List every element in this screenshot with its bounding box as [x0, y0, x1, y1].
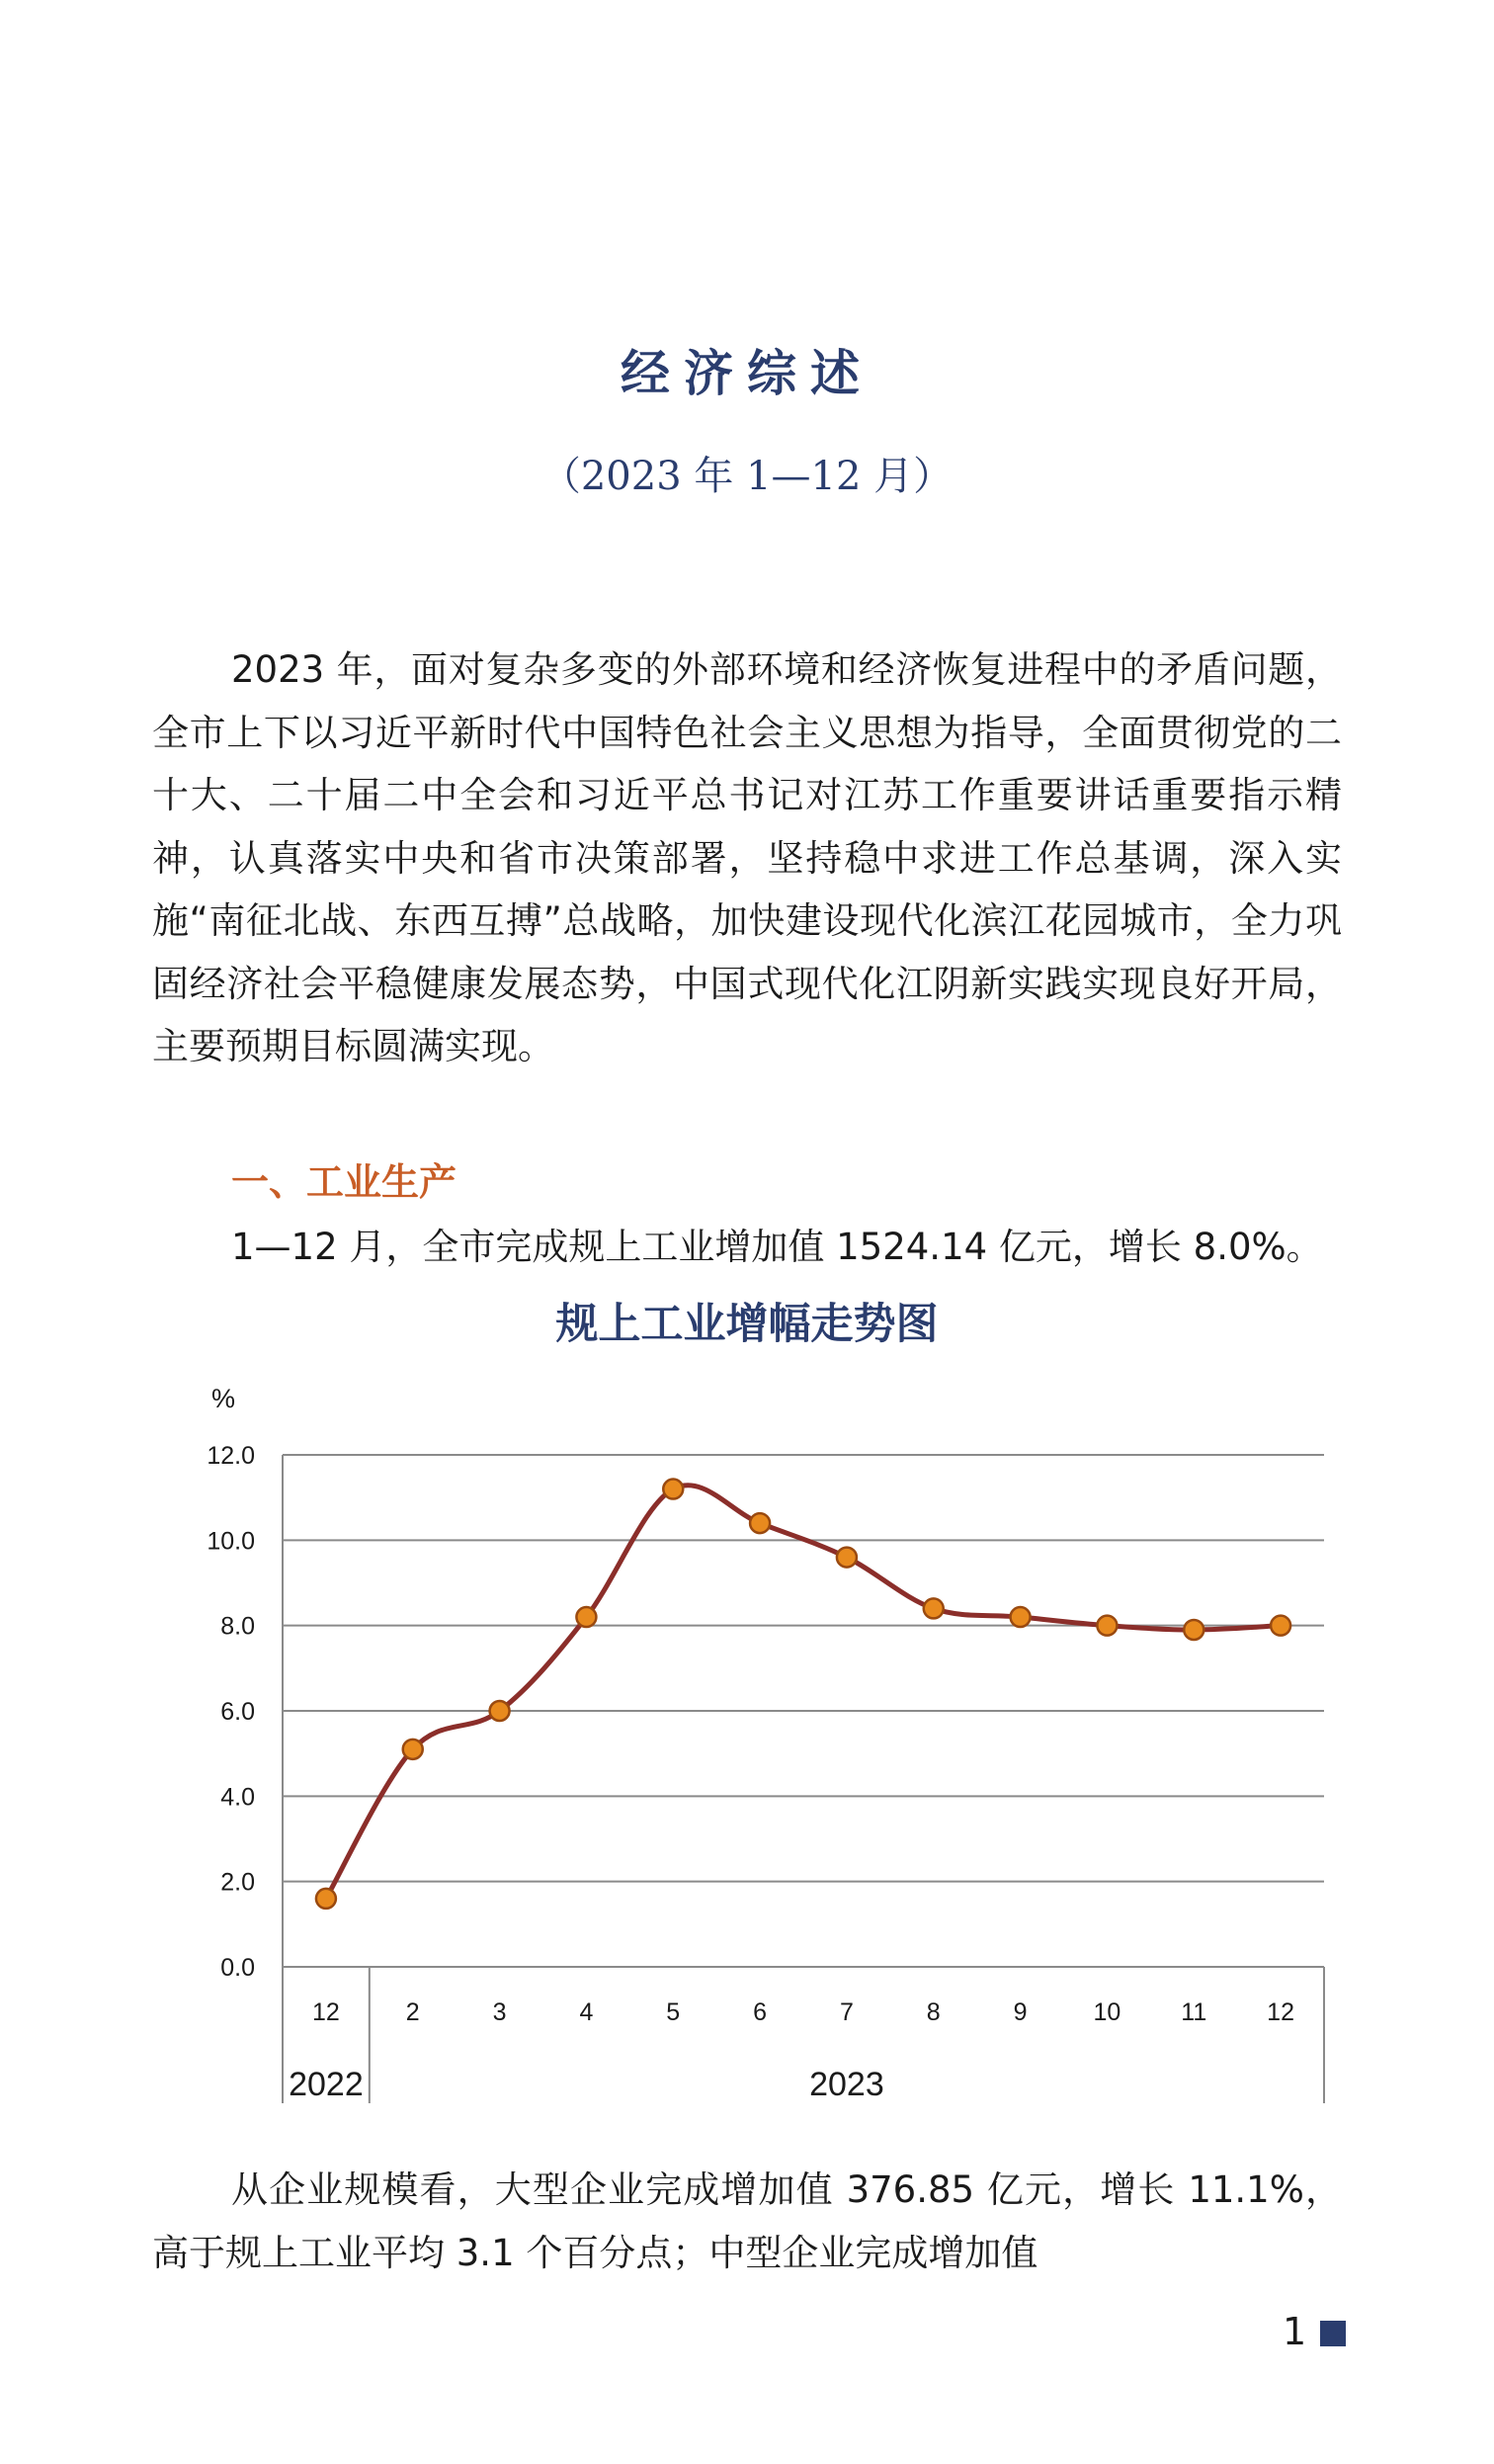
- y-tick-label: 4.0: [220, 1783, 255, 1812]
- data-point: [576, 1607, 596, 1627]
- y-axis-unit-label: %: [210, 1384, 236, 1413]
- enterprise-scale-paragraph: 从企业规模看，大型企业完成增加值 376.85 亿元，增长 11.1%，高于规上工业平均 3.1 个百分点；中型企业完成增加值: [152, 2168, 1342, 2274]
- x-tick-label: 12: [312, 1998, 340, 2026]
- intro-paragraph: 2023 年，面对复杂多变的外部环境和经济恢复进程中的矛盾问题，全市上下以习近平新时代中国特色社会主义思想为指导，全面贯彻党的二十大、二十届二中全会和习近平总书记对江苏工作重要讲话重要指示精神，认真落实中央和省市决策部署，坚持稳中求进工作总基调，深入实施“南征北战、东西互搏”总战略，加快建设现代化滨江花园城市，全力巩固经济社会平稳健康发展态势，中国式现代化江阴新实践实现良好开局，主要预期目标圆满实现。: [152, 648, 1342, 1067]
- data-point: [663, 1480, 683, 1499]
- data-point: [403, 1740, 423, 1759]
- x-tick-label: 6: [753, 1998, 768, 2026]
- x-tick-label: 7: [839, 1998, 854, 2026]
- data-point: [1184, 1620, 1204, 1640]
- data-point: [837, 1548, 857, 1568]
- y-tick-label: 6.0: [220, 1698, 255, 1726]
- page-subtitle: （2023 年 1—12 月）: [540, 454, 954, 499]
- y-tick-label: 12.0: [207, 1442, 255, 1470]
- y-tick-label: 10.0: [207, 1527, 255, 1556]
- data-point: [924, 1598, 944, 1618]
- data-point: [1271, 1616, 1290, 1636]
- x-tick-label: 4: [579, 1998, 594, 2026]
- y-tick-label: 0.0: [220, 1954, 255, 1982]
- data-point: [490, 1701, 510, 1721]
- page-marker-square-icon: [1320, 2321, 1346, 2346]
- section-heading-industry: 一、工业生产: [231, 1160, 457, 1204]
- series-line: [326, 1486, 1281, 1899]
- year-group-label: 2023: [809, 2066, 884, 2103]
- industry-summary-paragraph: 1—12 月，全市完成规上工业增加值 1524.14 亿元，增长 8.0%。: [231, 1226, 1323, 1268]
- year-group-label: 2022: [289, 2066, 364, 2103]
- x-tick-label: 8: [926, 1998, 941, 2026]
- chart-title: 规上工业增幅走势图: [555, 1300, 939, 1349]
- page-title: 经济综述: [621, 345, 873, 402]
- x-tick-label: 3: [492, 1998, 507, 2026]
- data-point: [750, 1513, 770, 1533]
- data-point: [316, 1889, 336, 1909]
- y-tick-label: 8.0: [220, 1612, 255, 1641]
- page-number: 1: [1283, 2310, 1307, 2353]
- x-tick-label: 12: [1267, 1998, 1294, 2026]
- x-tick-label: 2: [405, 1998, 420, 2026]
- x-tick-label: 11: [1181, 1998, 1207, 2026]
- y-tick-label: 2.0: [220, 1868, 255, 1897]
- data-point: [1097, 1616, 1117, 1636]
- data-point: [1011, 1607, 1031, 1627]
- x-tick-label: 10: [1093, 1998, 1121, 2026]
- x-tick-label: 9: [1013, 1998, 1028, 2026]
- x-tick-label: 5: [666, 1998, 681, 2026]
